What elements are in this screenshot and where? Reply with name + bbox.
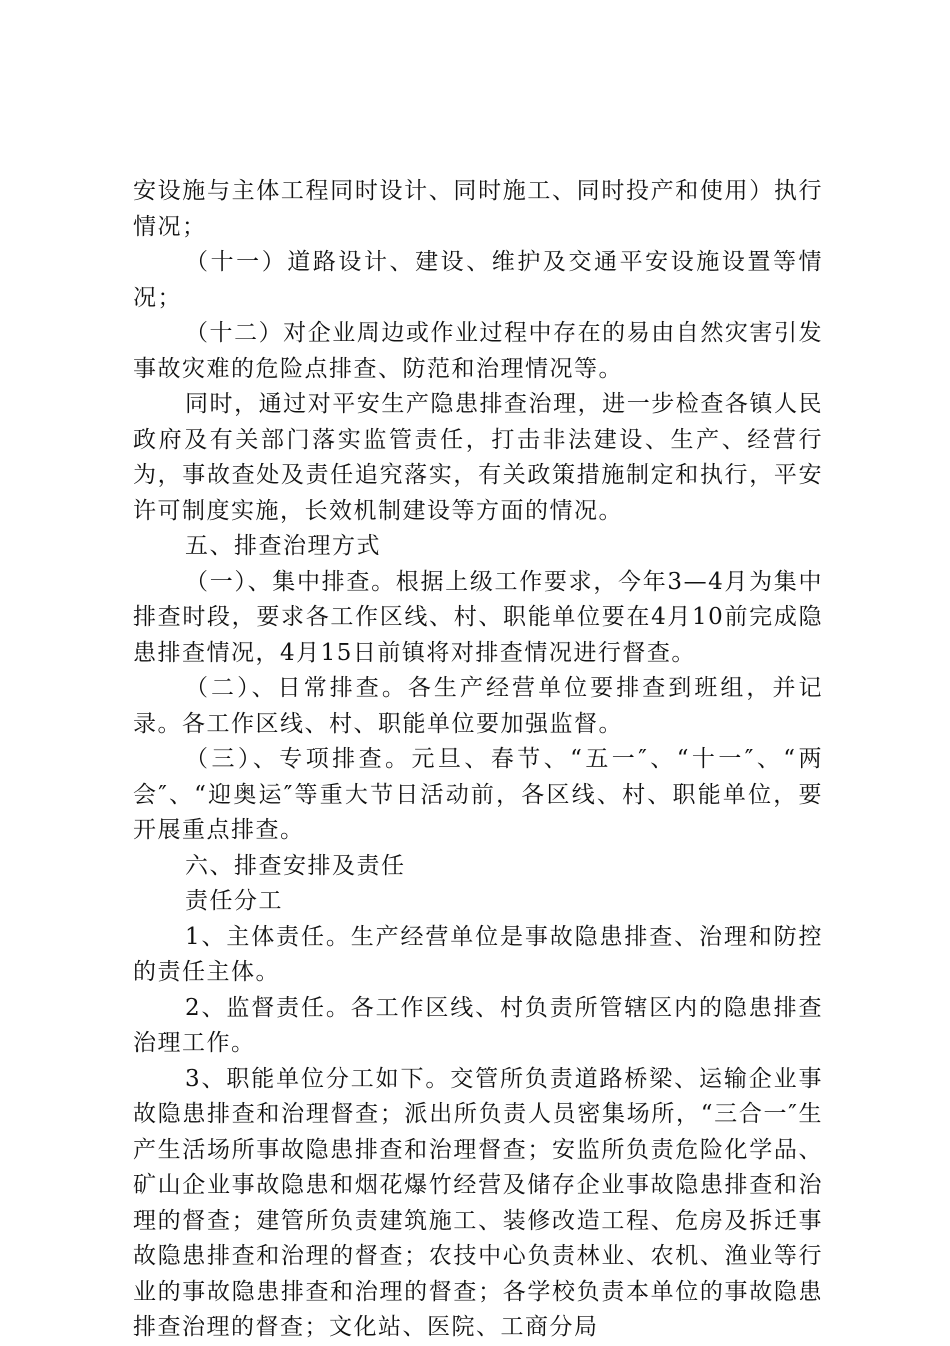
paragraph-item-11: （十一）道路设计、建设、维护及交通平安设施设置等情况； bbox=[133, 249, 823, 311]
paragraph-daily-check: （二）、日常排查。各生产经营单位要排查到班组，并记录。各工作区线、村、职能单位要加强监督。 bbox=[133, 675, 823, 737]
paragraph-item-12: （十二）对企业周边或作业过程中存在的易由自然灾害引发事故灾难的危险点排查、防范和治理情况等。 bbox=[133, 320, 823, 382]
paragraph-continued: 安设施与主体工程同时设计、同时施工、同时投产和使用）执行情况； bbox=[133, 178, 823, 240]
document-body bbox=[133, 174, 823, 1346]
paragraph-main-responsibility: 1、主体责任。生产经营单位是事故隐患排查、治理和防控的责任主体。 bbox=[133, 923, 823, 985]
paragraph-concentrated-check: （一）、集中排查。根据上级工作要求，今年3—4月为集中排查时段，要求各工作区线、村、职能单位要在4月10前完成隐患排查情况，4月15日前镇将对排查情况进行督查。 bbox=[133, 568, 823, 666]
section-heading-6: 六、排查安排及责任 bbox=[185, 852, 406, 879]
paragraph-meanwhile: 同时，通过对平安生产隐患排查治理，进一步检查各镇人民政府及有关部门落实监管责任，打击非法建设、生产、经营行为，事故查处及责任追究落实，有关政策措施制定和执行，平安许可制度实施，长效机制建设等方面的情况。 bbox=[133, 391, 823, 524]
paragraph-department-division: 3、职能单位分工如下。交管所负责道路桥梁、运输企业事故隐患排查和治理督查；派出所负责人员密集场所，“三合一″生产生活场所事故隐患排查和治理督查；安监所负责危险化学品、矿山企业事故隐患和烟花爆竹经营及储存企业事故隐患排查和治理的督查；建管所负责建筑施工、装修改造工程、危房及拆迁事故隐患排查和治理的督查；农技中心负责林业、农机、渔业等行业的事故隐患排查和治理的督查；各学校负责本单位的事故隐患排查治理的督查；文化站、医院、工商分局 bbox=[133, 1065, 823, 1340]
section-heading-5: 五、排查治理方式 bbox=[185, 533, 381, 559]
paragraph-special-check: （三）、专项排查。元旦、春节、“五一″、“十一″、“两会″、“迎奥运″等重大节日活动前，各区线、村、职能单位，要开展重点排查。 bbox=[133, 746, 823, 843]
paragraph-supervision-responsibility: 2、监督责任。各工作区线、村负责所管辖区内的隐患排查治理工作。 bbox=[133, 994, 823, 1056]
subheading-responsibility: 责任分工 bbox=[185, 888, 283, 914]
